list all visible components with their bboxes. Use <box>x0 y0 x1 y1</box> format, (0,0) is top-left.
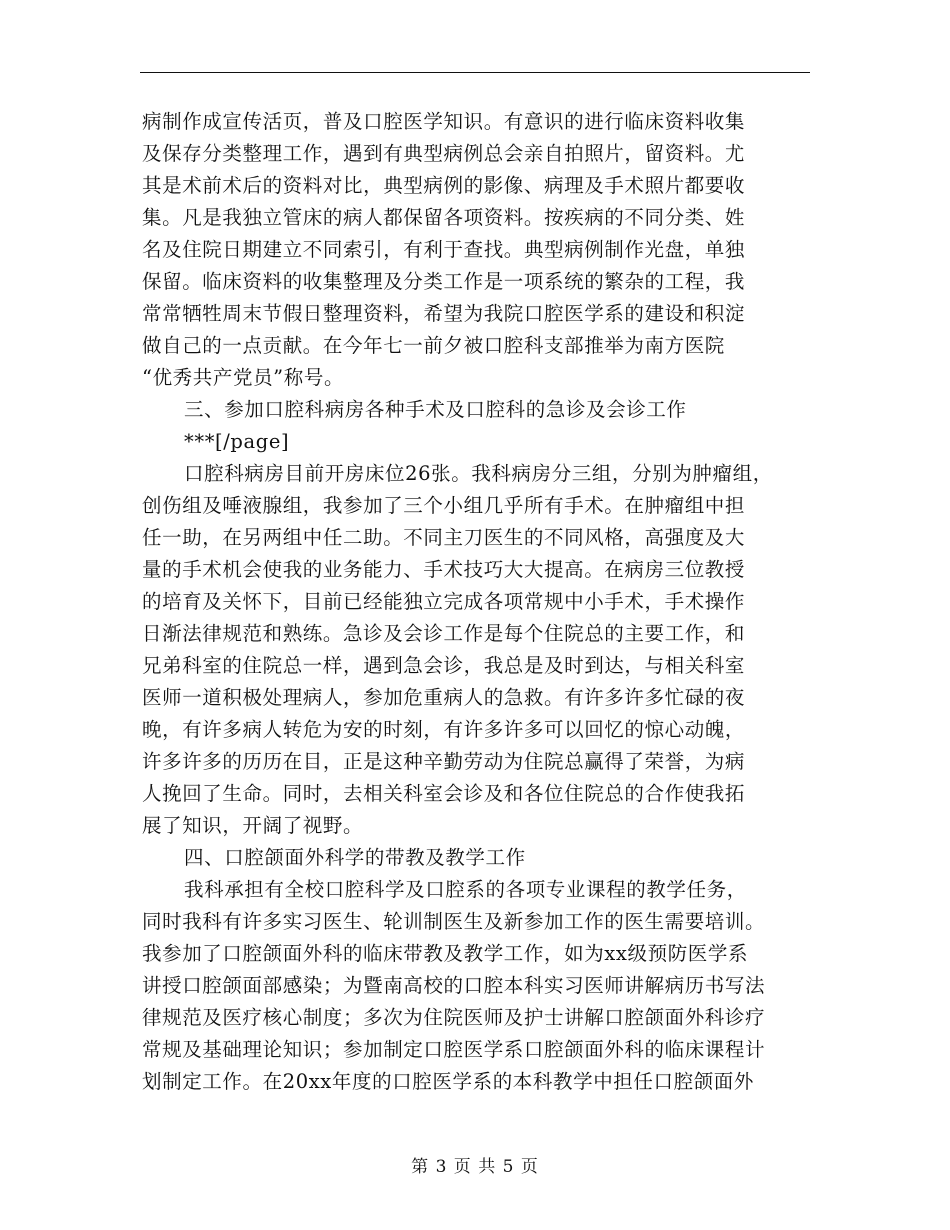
text-line: 及保存分类整理工作，遇到有典型病例总会亲自拍照片，留资料。尤 <box>142 142 746 165</box>
text-line: 许多许多的历历在目，正是这种辛勤劳动为住院总赢得了荣誉，为病 <box>142 750 746 773</box>
text-line: 的培育及关怀下，目前已经能独立完成各项常规中小手术，手术操作 <box>142 590 746 613</box>
text-line: 兄弟科室的住院总一样，遇到急会诊，我总是及时到达，与相关科室 <box>142 654 746 677</box>
text-line: 集。凡是我独立管床的病人都保留各项资料。按疾病的不同分类、姓 <box>142 206 746 229</box>
text-line: 展了知识，开阔了视野。 <box>142 814 364 837</box>
text-line: ***[/page] <box>184 430 290 453</box>
text-line: 划制定工作。在20xx年度的口腔医学系的本科教学中担任口腔颌面外 <box>142 1070 755 1093</box>
text-line: 任一助，在另两组中任二助。不同主刀医生的不同风格，高强度及大 <box>142 526 746 549</box>
text-line: 名及住院日期建立不同索引，有利于查找。典型病例制作光盘，单独 <box>142 238 746 261</box>
text-line: 讲授口腔颌面部感染；为暨南高校的口腔本科实习医师讲解病历书写法 <box>142 974 766 997</box>
page-footer: 第 3 页 共 5 页 <box>411 1157 539 1177</box>
text-line: 我参加了口腔颌面外科的临床带教及教学工作，如为xx级预防医学系 <box>142 942 749 965</box>
document-body <box>142 106 822 1098</box>
text-line: 其是术前术后的资料对比，典型病例的影像、病理及手术照片都要收 <box>142 174 746 197</box>
text-line: 量的手术机会使我的业务能力、手术技巧大大提高。在病房三位教授 <box>142 558 746 581</box>
text-line: 日渐法律规范和熟练。急诊及会诊工作是每个住院总的主要工作，和 <box>142 622 746 645</box>
text-line: 同时我科有许多实习医生、轮训制医生及新参加工作的医生需要培训。 <box>142 910 766 933</box>
text-line: 做自己的一点贡献。在今年七一前夕被口腔科支部推举为南方医院 <box>142 334 725 357</box>
text-line: 保留。临床资料的收集整理及分类工作是一项系统的繁杂的工程，我 <box>142 270 746 293</box>
text-line: 病制作成宣传活页，普及口腔医学知识。有意识的进行临床资料收集 <box>142 110 746 133</box>
text-line: “优秀共产党员”称号。 <box>142 366 345 389</box>
text-line: 律规范及医疗核心制度；多次为住院医师及护士讲解口腔颌面外科诊疗 <box>142 1006 766 1029</box>
text-line: 创伤组及唾液腺组，我参加了三个小组几乎所有手术。在肿瘤组中担 <box>142 494 746 517</box>
text-line: 常常牺牲周末节假日整理资料，希望为我院口腔医学系的建设和积淀 <box>142 302 746 325</box>
text-line: 我科承担有全校口腔科学及口腔系的各项专业课程的教学任务， <box>184 878 747 901</box>
text-line: 人挽回了生命。同时，去相关科室会诊及和各位住院总的合作使我拓 <box>142 782 746 805</box>
text-line: 四、口腔颌面外科学的带教及教学工作 <box>184 846 526 869</box>
text-line: 常规及基础理论知识；参加制定口腔医学系口腔颌面外科的临床课程计 <box>142 1038 766 1061</box>
text-line: 口腔科病房目前开房床位26张。我科病房分三组，分别为肿瘤组， <box>184 462 773 485</box>
text-line: 晚，有许多病人转危为安的时刻，有许多许多可以回忆的惊心动魄， <box>142 718 746 741</box>
text-line: 医师一道积极处理病人，参加危重病人的急救。有许多许多忙碌的夜 <box>142 686 746 709</box>
header-rule <box>140 72 810 73</box>
text-line: 三、参加口腔科病房各种手术及口腔科的急诊及会诊工作 <box>184 398 687 421</box>
